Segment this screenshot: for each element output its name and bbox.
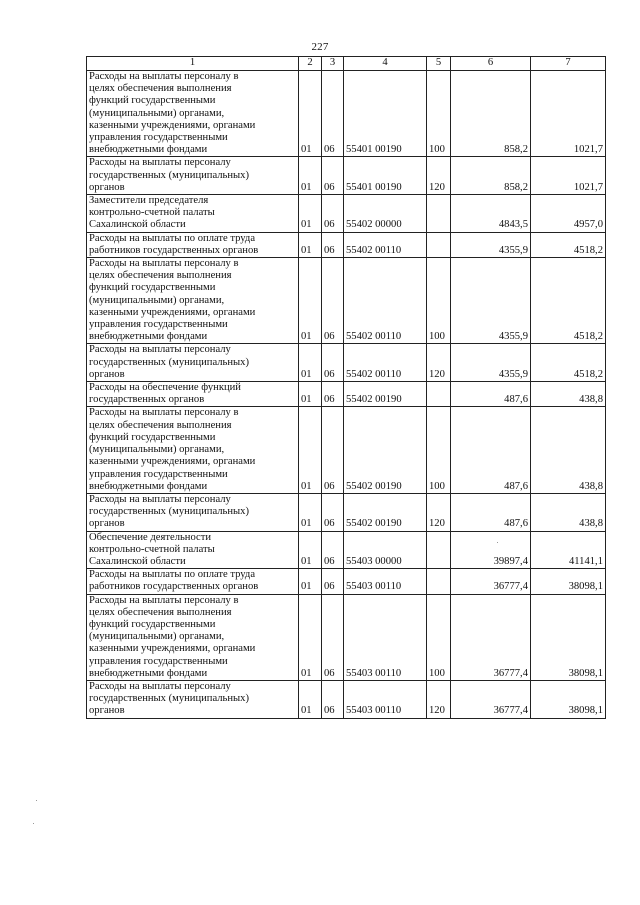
amount-year2-cell: 1021,7 xyxy=(531,157,606,195)
section-code-cell: 01 xyxy=(299,157,322,195)
header-cell: 4 xyxy=(344,57,427,71)
expense-type-cell: 120 xyxy=(427,344,451,382)
expense-type-cell: 120 xyxy=(427,493,451,531)
amount-year2-cell: 41141,1 xyxy=(531,531,606,569)
target-article-cell: 55403 00110 xyxy=(344,569,427,594)
amount-year2-cell: 38098,1 xyxy=(531,569,606,594)
amount-year1-cell: 487,6 xyxy=(451,382,531,407)
subsection-code-cell: 06 xyxy=(322,493,344,531)
amount-year2-cell: 4518,2 xyxy=(531,232,606,257)
subsection-code-cell: 06 xyxy=(322,680,344,718)
subsection-code-cell: 06 xyxy=(322,594,344,680)
target-article-cell: 55403 00000 xyxy=(344,531,427,569)
header-cell: 3 xyxy=(322,57,344,71)
section-code-cell: 01 xyxy=(299,344,322,382)
section-code-cell: 01 xyxy=(299,71,322,157)
subsection-code-cell: 06 xyxy=(322,258,344,344)
expense-type-cell xyxy=(427,382,451,407)
expense-type-cell xyxy=(427,195,451,233)
table-row xyxy=(87,680,606,718)
expense-type-cell xyxy=(427,531,451,569)
subsection-code-cell: 06 xyxy=(322,344,344,382)
table-row xyxy=(87,71,606,157)
target-article-cell: 55402 00110 xyxy=(344,344,427,382)
table-row xyxy=(87,232,606,257)
budget-table-body xyxy=(87,57,606,719)
row-name-cell: Расходы на обеспечение функций государственных органов xyxy=(87,382,299,407)
amount-year1-cell: 487,6 xyxy=(451,407,531,493)
amount-year2-cell: 4518,2 xyxy=(531,344,606,382)
row-name-cell: Расходы на выплаты персоналу государственных (муниципальных) органов xyxy=(87,493,299,531)
amount-year2-cell: 4518,2 xyxy=(531,258,606,344)
section-code-cell: 01 xyxy=(299,195,322,233)
target-article-cell: 55402 00000 xyxy=(344,195,427,233)
amount-year2-cell: 38098,1 xyxy=(531,680,606,718)
target-article-cell: 55402 00190 xyxy=(344,407,427,493)
amount-year1-cell: 858,2 xyxy=(451,71,531,157)
header-cell: 5 xyxy=(427,57,451,71)
row-name-cell: Расходы на выплаты персоналу государственных (муниципальных) органов xyxy=(87,680,299,718)
amount-year2-cell: 438,8 xyxy=(531,493,606,531)
target-article-cell: 55401 00190 xyxy=(344,157,427,195)
table-row xyxy=(87,407,606,493)
target-article-cell: 55401 00190 xyxy=(344,71,427,157)
target-article-cell: 55403 00110 xyxy=(344,594,427,680)
subsection-code-cell: 06 xyxy=(322,157,344,195)
amount-year1-cell: 39897,4 xyxy=(451,531,531,569)
table-row xyxy=(87,594,606,680)
expense-type-cell: 100 xyxy=(427,594,451,680)
table-row xyxy=(87,382,606,407)
table-row xyxy=(87,344,606,382)
amount-year1-cell: 4843,5 xyxy=(451,195,531,233)
section-code-cell: 01 xyxy=(299,382,322,407)
section-code-cell: 01 xyxy=(299,407,322,493)
table-row xyxy=(87,493,606,531)
row-name-cell: Обеспечение деятельности контрольно-счетной палаты Сахалинской области xyxy=(87,531,299,569)
budget-table xyxy=(86,56,606,719)
header-cell: 7 xyxy=(531,57,606,71)
target-article-cell: 55402 00110 xyxy=(344,232,427,257)
expense-type-cell: 100 xyxy=(427,407,451,493)
section-code-cell: 01 xyxy=(299,258,322,344)
row-name-cell: Расходы на выплаты персоналу в целях обеспечения выполнения функций государственными (муниципальными) органами, казенными учреждениями, органами управления государственными внебюджетными фондами xyxy=(87,71,299,157)
table-row xyxy=(87,569,606,594)
row-name-cell: Расходы на выплаты персоналу государственных (муниципальных) органов xyxy=(87,344,299,382)
scan-speck xyxy=(497,542,498,543)
section-code-cell: 01 xyxy=(299,680,322,718)
section-code-cell: 01 xyxy=(299,531,322,569)
target-article-cell: 55402 00110 xyxy=(344,258,427,344)
table-row xyxy=(87,258,606,344)
amount-year2-cell: 4957,0 xyxy=(531,195,606,233)
scan-speck xyxy=(33,823,34,824)
header-row xyxy=(87,57,606,71)
target-article-cell: 55402 00190 xyxy=(344,493,427,531)
amount-year1-cell: 36777,4 xyxy=(451,569,531,594)
amount-year1-cell: 858,2 xyxy=(451,157,531,195)
amount-year2-cell: 38098,1 xyxy=(531,594,606,680)
subsection-code-cell: 06 xyxy=(322,195,344,233)
header-cell: 2 xyxy=(299,57,322,71)
amount-year1-cell: 36777,4 xyxy=(451,594,531,680)
amount-year1-cell: 4355,9 xyxy=(451,344,531,382)
subsection-code-cell: 06 xyxy=(322,407,344,493)
header-cell: 1 xyxy=(87,57,299,71)
row-name-cell: Расходы на выплаты по оплате труда работников государственных органов xyxy=(87,569,299,594)
table-row xyxy=(87,157,606,195)
scan-speck xyxy=(36,800,37,801)
row-name-cell: Расходы на выплаты персоналу государственных (муниципальных) органов xyxy=(87,157,299,195)
expense-type-cell xyxy=(427,569,451,594)
row-name-cell: Расходы на выплаты персоналу в целях обеспечения выполнения функций государственными (муниципальными) органами, казенными учреждениями, органами управления государственными внебюджетными фондами xyxy=(87,407,299,493)
subsection-code-cell: 06 xyxy=(322,569,344,594)
section-code-cell: 01 xyxy=(299,594,322,680)
section-code-cell: 01 xyxy=(299,569,322,594)
amount-year1-cell: 4355,9 xyxy=(451,232,531,257)
target-article-cell: 55402 00190 xyxy=(344,382,427,407)
section-code-cell: 01 xyxy=(299,232,322,257)
amount-year2-cell: 438,8 xyxy=(531,382,606,407)
subsection-code-cell: 06 xyxy=(322,232,344,257)
subsection-code-cell: 06 xyxy=(322,531,344,569)
expense-type-cell xyxy=(427,232,451,257)
amount-year1-cell: 487,6 xyxy=(451,493,531,531)
expense-type-cell: 120 xyxy=(427,680,451,718)
expense-type-cell: 120 xyxy=(427,157,451,195)
expense-type-cell: 100 xyxy=(427,258,451,344)
amount-year1-cell: 4355,9 xyxy=(451,258,531,344)
row-name-cell: Расходы на выплаты персоналу в целях обеспечения выполнения функций государственными (муниципальными) органами, казенными учреждениями, органами управления государственными внебюджетными фондами xyxy=(87,594,299,680)
page-number: 227 xyxy=(311,41,329,53)
amount-year2-cell: 1021,7 xyxy=(531,71,606,157)
row-name-cell: Заместители председателя контрольно-счетной палаты Сахалинской области xyxy=(87,195,299,233)
table-row xyxy=(87,531,606,569)
subsection-code-cell: 06 xyxy=(322,382,344,407)
amount-year1-cell: 36777,4 xyxy=(451,680,531,718)
row-name-cell: Расходы на выплаты по оплате труда работников государственных органов xyxy=(87,232,299,257)
target-article-cell: 55403 00110 xyxy=(344,680,427,718)
subsection-code-cell: 06 xyxy=(322,71,344,157)
expense-type-cell: 100 xyxy=(427,71,451,157)
section-code-cell: 01 xyxy=(299,493,322,531)
amount-year2-cell: 438,8 xyxy=(531,407,606,493)
table-row xyxy=(87,195,606,233)
header-cell: 6 xyxy=(451,57,531,71)
row-name-cell: Расходы на выплаты персоналу в целях обеспечения выполнения функций государственными (муниципальными) органами, казенными учреждениями, органами управления государственными внебюджетными фондами xyxy=(87,258,299,344)
